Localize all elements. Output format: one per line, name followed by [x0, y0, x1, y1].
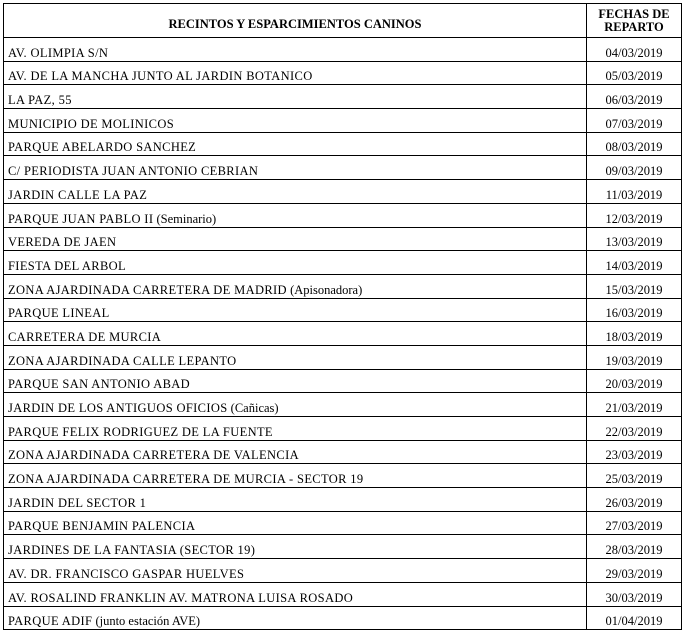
place-note: (Apisonadora)	[286, 282, 363, 297]
header-place	[4, 4, 587, 38]
place-name: VEREDA DE JAEN	[8, 235, 117, 250]
table-row	[4, 298, 682, 322]
place-cell	[4, 85, 587, 109]
delivery-date: 11/03/2019	[587, 180, 682, 204]
place-cell	[4, 440, 587, 464]
place-cell	[4, 61, 587, 85]
table-row	[4, 132, 682, 156]
place-cell	[4, 582, 587, 606]
place-cell	[4, 393, 587, 417]
header-place-label: RECINTOS Y ESPARCIMIENTOS CANINOS	[168, 17, 422, 31]
schedule-sheet	[3, 3, 682, 630]
delivery-date: 12/03/2019	[587, 203, 682, 227]
table-row	[4, 417, 682, 441]
schedule-table	[3, 3, 682, 630]
place-cell	[4, 535, 587, 559]
place-name: AV. DE LA MANCHA JUNTO AL JARDIN BOTANICO	[8, 69, 313, 84]
place-name: AV. OLIMPIA S/N	[8, 45, 109, 60]
header-row	[4, 4, 682, 38]
place-cell	[4, 322, 587, 346]
place-cell	[4, 606, 587, 630]
delivery-date: 23/03/2019	[587, 440, 682, 464]
table-row	[4, 369, 682, 393]
table-row	[4, 274, 682, 298]
place-cell	[4, 227, 587, 251]
place-name: FIESTA DEL ARBOL	[8, 258, 127, 273]
table-row	[4, 345, 682, 369]
delivery-date: 13/03/2019	[587, 227, 682, 251]
delivery-date: 06/03/2019	[587, 85, 682, 109]
delivery-date: 08/03/2019	[587, 132, 682, 156]
table-row	[4, 61, 682, 85]
place-name: ZONA AJARDINADA CARRETERA DE MURCIA - SECTOR 19	[8, 472, 364, 487]
place-name: ZONA AJARDINADA CARRETERA DE MADRID	[8, 282, 287, 297]
table-body	[4, 38, 682, 630]
place-name: ZONA AJARDINADA CARRETERA DE VALENCIA	[8, 448, 299, 463]
delivery-date: 01/04/2019	[587, 606, 682, 630]
table-row	[4, 322, 682, 346]
delivery-date: 18/03/2019	[587, 322, 682, 346]
table-row	[4, 559, 682, 583]
table-row	[4, 109, 682, 133]
place-name: CARRETERA DE MURCIA	[8, 329, 162, 344]
delivery-date: 04/03/2019	[587, 38, 682, 62]
place-name: PARQUE SAN ANTONIO ABAD	[8, 377, 191, 392]
delivery-date: 19/03/2019	[587, 345, 682, 369]
delivery-date: 16/03/2019	[587, 298, 682, 322]
table-row	[4, 85, 682, 109]
place-name: JARDIN DE LOS ANTIGUOS OFICIOS	[8, 401, 228, 415]
place-name: C/ PERIODISTA JUAN ANTONIO CEBRIAN	[8, 164, 259, 179]
place-cell	[4, 251, 587, 275]
delivery-date: 20/03/2019	[587, 369, 682, 393]
table-row	[4, 38, 682, 62]
place-name: ZONA AJARDINADA CALLE LEPANTO	[8, 353, 237, 368]
delivery-date: 25/03/2019	[587, 464, 682, 488]
table-row	[4, 393, 682, 417]
place-name: PARQUE ADIF	[8, 614, 93, 629]
place-cell	[4, 345, 587, 369]
place-name: PARQUE FELIX RODRIGUEZ DE LA FUENTE	[8, 424, 273, 439]
delivery-date: 05/03/2019	[587, 61, 682, 85]
place-cell	[4, 203, 587, 227]
table-row	[4, 606, 682, 630]
delivery-date: 30/03/2019	[587, 582, 682, 606]
place-name: JARDIN CALLE LA PAZ	[8, 187, 148, 202]
place-cell	[4, 559, 587, 583]
place-cell	[4, 417, 587, 441]
place-cell	[4, 488, 587, 512]
table-row	[4, 582, 682, 606]
place-cell	[4, 109, 587, 133]
place-cell	[4, 132, 587, 156]
place-name: PARQUE LINEAL	[8, 306, 110, 321]
delivery-date: 21/03/2019	[587, 393, 682, 417]
table-row	[4, 251, 682, 275]
table-row	[4, 203, 682, 227]
place-name: JARDIN DEL SECTOR 1	[8, 495, 147, 510]
place-cell	[4, 180, 587, 204]
delivery-date: 07/03/2019	[587, 109, 682, 133]
table-header	[4, 4, 682, 38]
table-row	[4, 440, 682, 464]
place-cell	[4, 298, 587, 322]
place-note: (junto estación AVE)	[92, 614, 201, 629]
delivery-date: 27/03/2019	[587, 511, 682, 535]
place-note: (Seminario)	[153, 211, 217, 226]
place-cell	[4, 369, 587, 393]
header-dates-line2: REPARTO	[604, 19, 664, 34]
delivery-date: 15/03/2019	[587, 274, 682, 298]
place-name: AV. ROSALIND FRANKLIN AV. MATRONA LUISA ROSADO	[8, 590, 354, 605]
place-name: PARQUE JUAN PABLO II	[8, 211, 154, 226]
delivery-date: 22/03/2019	[587, 417, 682, 441]
place-name: PARQUE ABELARDO SANCHEZ	[8, 140, 197, 155]
place-note: (Cañicas)	[227, 401, 279, 415]
place-cell	[4, 511, 587, 535]
place-name: JARDINES DE LA FANTASIA (SECTOR 19)	[8, 543, 256, 558]
delivery-date: 29/03/2019	[587, 559, 682, 583]
place-cell	[4, 274, 587, 298]
header-dates-line1: FECHAS DE	[598, 6, 670, 21]
header-dates	[587, 4, 682, 38]
table-row	[4, 535, 682, 559]
table-row	[4, 156, 682, 180]
place-cell	[4, 464, 587, 488]
place-name: AV. DR. FRANCISCO GASPAR HUELVES	[8, 566, 245, 581]
delivery-date: 26/03/2019	[587, 488, 682, 512]
table-row	[4, 464, 682, 488]
delivery-date: 28/03/2019	[587, 535, 682, 559]
table-row	[4, 227, 682, 251]
delivery-date: 14/03/2019	[587, 251, 682, 275]
place-cell	[4, 38, 587, 62]
place-name: PARQUE BENJAMIN PALENCIA	[8, 519, 196, 534]
place-name: MUNICIPIO DE MOLINICOS	[8, 116, 175, 131]
table-row	[4, 180, 682, 204]
table-row	[4, 511, 682, 535]
place-name: LA PAZ, 55	[8, 93, 72, 108]
place-cell	[4, 156, 587, 180]
delivery-date: 09/03/2019	[587, 156, 682, 180]
table-row	[4, 488, 682, 512]
